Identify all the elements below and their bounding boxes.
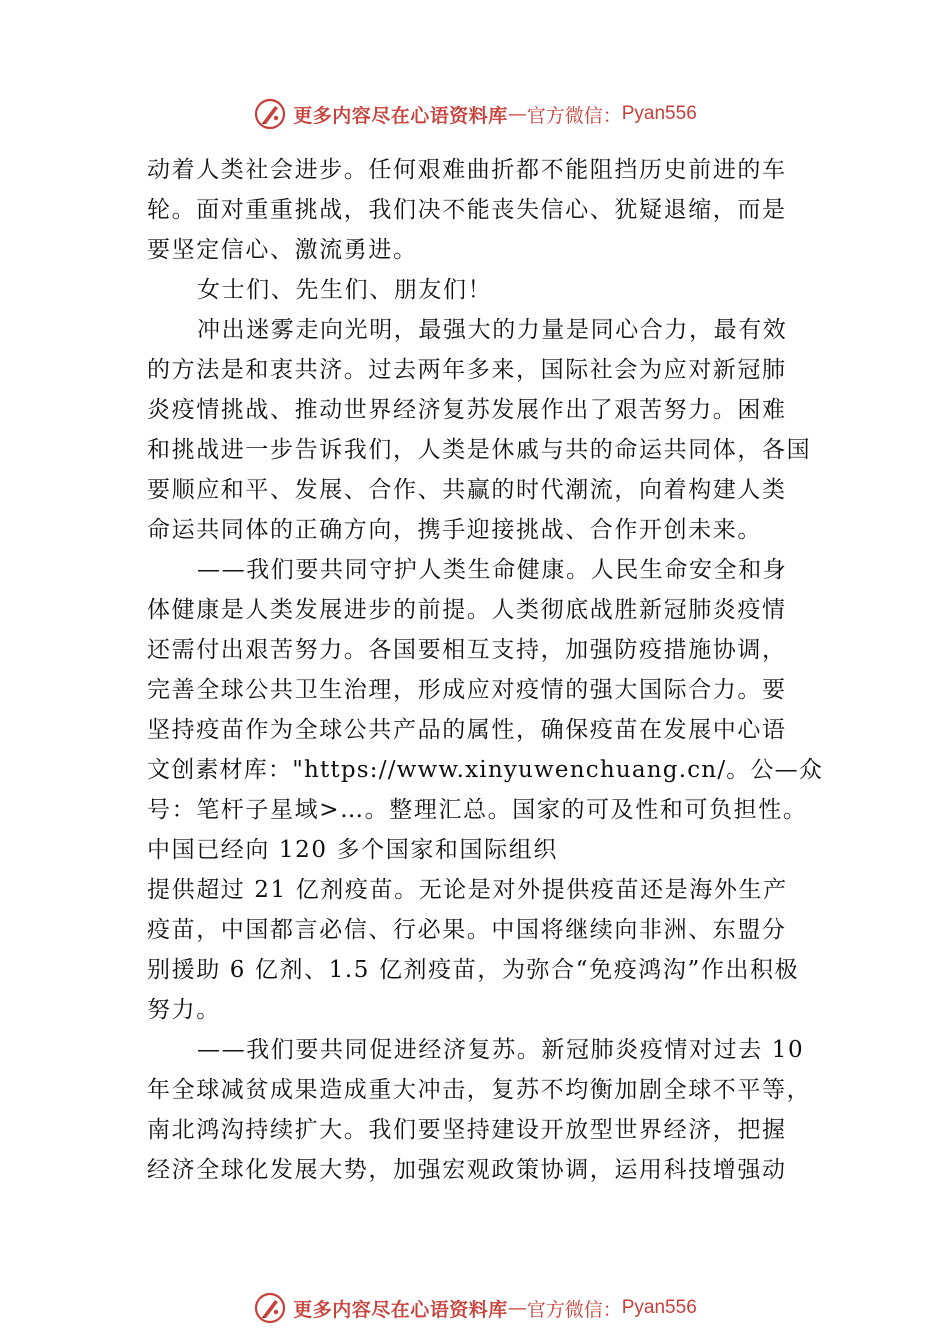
- body-line: 文创素材库："https://www.xinyuwenchuang.cn/。公—众: [147, 757, 824, 783]
- body-line: 中国已经向 120 多个国家和国际组织: [147, 837, 558, 863]
- pen-logo-icon: [253, 1291, 287, 1325]
- body-line: 女士们、先生们、朋友们！: [197, 277, 493, 303]
- body-line: 完善全球公共卫生治理，形成应对疫情的强大国际合力。要: [147, 677, 787, 703]
- document-body: [147, 150, 827, 1190]
- body-line: 坚持疫苗作为全球公共产品的属性，确保疫苗在发展中心语: [147, 717, 787, 743]
- body-line: 别援助 6 亿剂、1.5 亿剂疫苗，为弥合“免疫鸿沟”作出积极: [147, 957, 800, 983]
- body-line: 南北鸿沟持续扩大。我们要坚持建设开放型世界经济，把握: [147, 1117, 787, 1143]
- header-wechat-label: 官方微信：: [526, 104, 622, 127]
- footer-banner-text: 更多内容尽在心语资料库: [293, 1298, 508, 1321]
- body-line: ——我们要共同守护人类生命健康。人民生命安全和身: [197, 557, 788, 583]
- body-line: 要顺应和平、发展、合作、共赢的时代潮流，向着构建人类: [147, 477, 787, 503]
- body-line: 轮。面对重重挑战，我们决不能丧失信心、犹疑退缩，而是: [147, 197, 787, 223]
- header-wechat-id: Pyan556: [621, 103, 697, 124]
- body-line: 动着人类社会进步。任何艰难曲折都不能阻挡历史前进的车: [147, 157, 787, 183]
- footer-banner: [0, 1288, 950, 1328]
- body-line: 疫苗，中国都言必信、行必果。中国将继续向非洲、东盟分: [147, 917, 787, 943]
- header-separator: —: [507, 103, 527, 125]
- body-line: 命运共同体的正确方向，携手迎接挑战、合作开创未来。: [147, 517, 762, 543]
- body-line: 炎疫情挑战、推动世界经济复苏发展作出了艰苦努力。困难: [147, 397, 787, 423]
- body-line: 的方法是和衷共济。过去两年多来，国际社会为应对新冠肺: [147, 357, 787, 383]
- body-line: 年全球减贫成果造成重大冲击，复苏不均衡加剧全球不平等，: [147, 1077, 812, 1103]
- footer-separator: —: [507, 1297, 527, 1319]
- pen-logo-icon: [253, 97, 287, 131]
- body-line: 号：笔杆子星域>…。整理汇总。国家的可及性和可负担性。: [147, 797, 808, 823]
- body-line: 还需付出艰苦努力。各国要相互支持，加强防疫措施协调，: [147, 637, 787, 663]
- body-line: 努力。: [147, 997, 221, 1023]
- body-line: 和挑战进一步告诉我们，人类是休戚与共的命运共同体，各国: [147, 437, 812, 463]
- header-banner: [0, 94, 950, 134]
- body-line: 提供超过 21 亿剂疫苗。无论是对外提供疫苗还是海外生产: [147, 877, 788, 903]
- body-line: ——我们要共同促进经济复苏。新冠肺炎疫情对过去 10: [197, 1037, 805, 1063]
- footer-wechat-label: 官方微信：: [526, 1298, 622, 1321]
- body-line: 要坚定信心、激流勇进。: [147, 237, 418, 263]
- header-banner-text: 更多内容尽在心语资料库: [293, 104, 508, 127]
- footer-wechat-id: Pyan556: [621, 1297, 697, 1318]
- body-line: 冲出迷雾走向光明，最强大的力量是同心合力，最有效: [197, 317, 788, 343]
- body-line: 经济全球化发展大势，加强宏观政策协调，运用科技增强动: [147, 1157, 787, 1183]
- body-line: 体健康是人类发展进步的前提。人类彻底战胜新冠肺炎疫情: [147, 597, 787, 623]
